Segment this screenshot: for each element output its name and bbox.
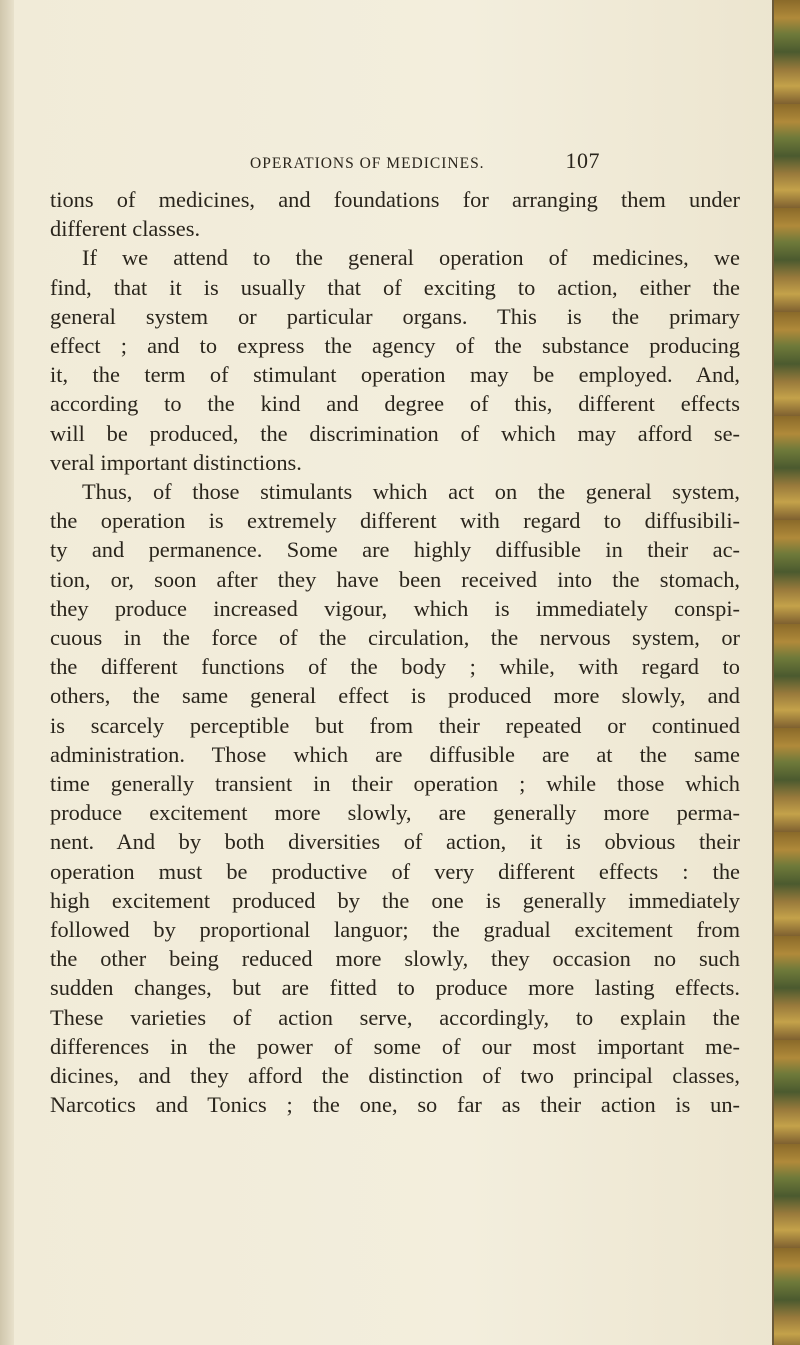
body-text <box>50 185 740 1120</box>
text-line: administration. Those which are diffusible are at the same <box>50 741 740 767</box>
text-line: ty and permanence. Some are highly diffusible in their ac- <box>50 537 740 563</box>
text-line: veral important distinctions. <box>50 449 302 475</box>
text-line: general system or particular organs. This is the primary <box>50 303 740 329</box>
text-line: find, that it is usually that of exciting to action, either the <box>50 274 740 300</box>
text-line: time generally transient in their operation ; while those which <box>50 771 740 797</box>
text-line: different classes. <box>50 216 201 242</box>
text-line: the other being reduced more slowly, they occasion no such <box>50 946 740 972</box>
running-head <box>250 148 600 174</box>
text-line: the operation is extremely different with regard to diffusibili- <box>50 508 740 534</box>
text-line: cuous in the force of the circulation, the nervous system, or <box>50 625 740 651</box>
text-line: operation must be productive of very different effects : the <box>50 858 740 884</box>
page-number: 107 <box>565 148 600 173</box>
text-line: These varieties of action serve, accordingly, to explain the <box>50 1004 740 1030</box>
running-head-title: OPERATIONS OF MEDICINES. <box>250 155 485 172</box>
text-line: others, the same general effect is produced more slowly, and <box>50 683 740 709</box>
text-line: they produce increased vigour, which is immediately conspi- <box>50 595 740 621</box>
text-line: Narcotics and Tonics ; the one, so far as their action is un- <box>50 1092 740 1118</box>
page-gutter-shadow <box>0 0 14 1345</box>
text-line: followed by proportional languor; the gradual excitement from <box>50 917 740 943</box>
text-line: If we attend to the general operation of medicines, we <box>82 245 740 271</box>
text-line: Thus, of those stimulants which act on the general system, <box>82 479 740 505</box>
text-line: is scarcely perceptible but from their repeated or continued <box>50 712 740 738</box>
text-line: produce excitement more slowly, are generally more perma- <box>50 800 740 826</box>
book-binding-edge <box>772 0 800 1345</box>
text-line: sudden changes, but are fitted to produce more lasting effects. <box>50 975 740 1001</box>
text-line: differences in the power of some of our most important me- <box>50 1033 740 1059</box>
text-line: it, the term of stimulant operation may be employed. And, <box>50 362 740 388</box>
text-line: will be produced, the discrimination of which may afford se- <box>50 420 740 446</box>
text-line: the different functions of the body ; while, with regard to <box>50 654 740 680</box>
text-line: tion, or, soon after they have been received into the stomach, <box>50 566 740 592</box>
text-line: effect ; and to express the agency of the substance producing <box>50 333 740 359</box>
text-line: high excitement produced by the one is generally immediately <box>50 887 740 913</box>
text-line: dicines, and they afford the distinction of two principal classes, <box>50 1063 740 1089</box>
text-line: tions of medicines, and foundations for arranging them under <box>50 187 740 212</box>
text-line: according to the kind and degree of this, different effects <box>50 391 740 417</box>
text-line: nent. And by both diversities of action, it is obvious their <box>50 829 740 855</box>
